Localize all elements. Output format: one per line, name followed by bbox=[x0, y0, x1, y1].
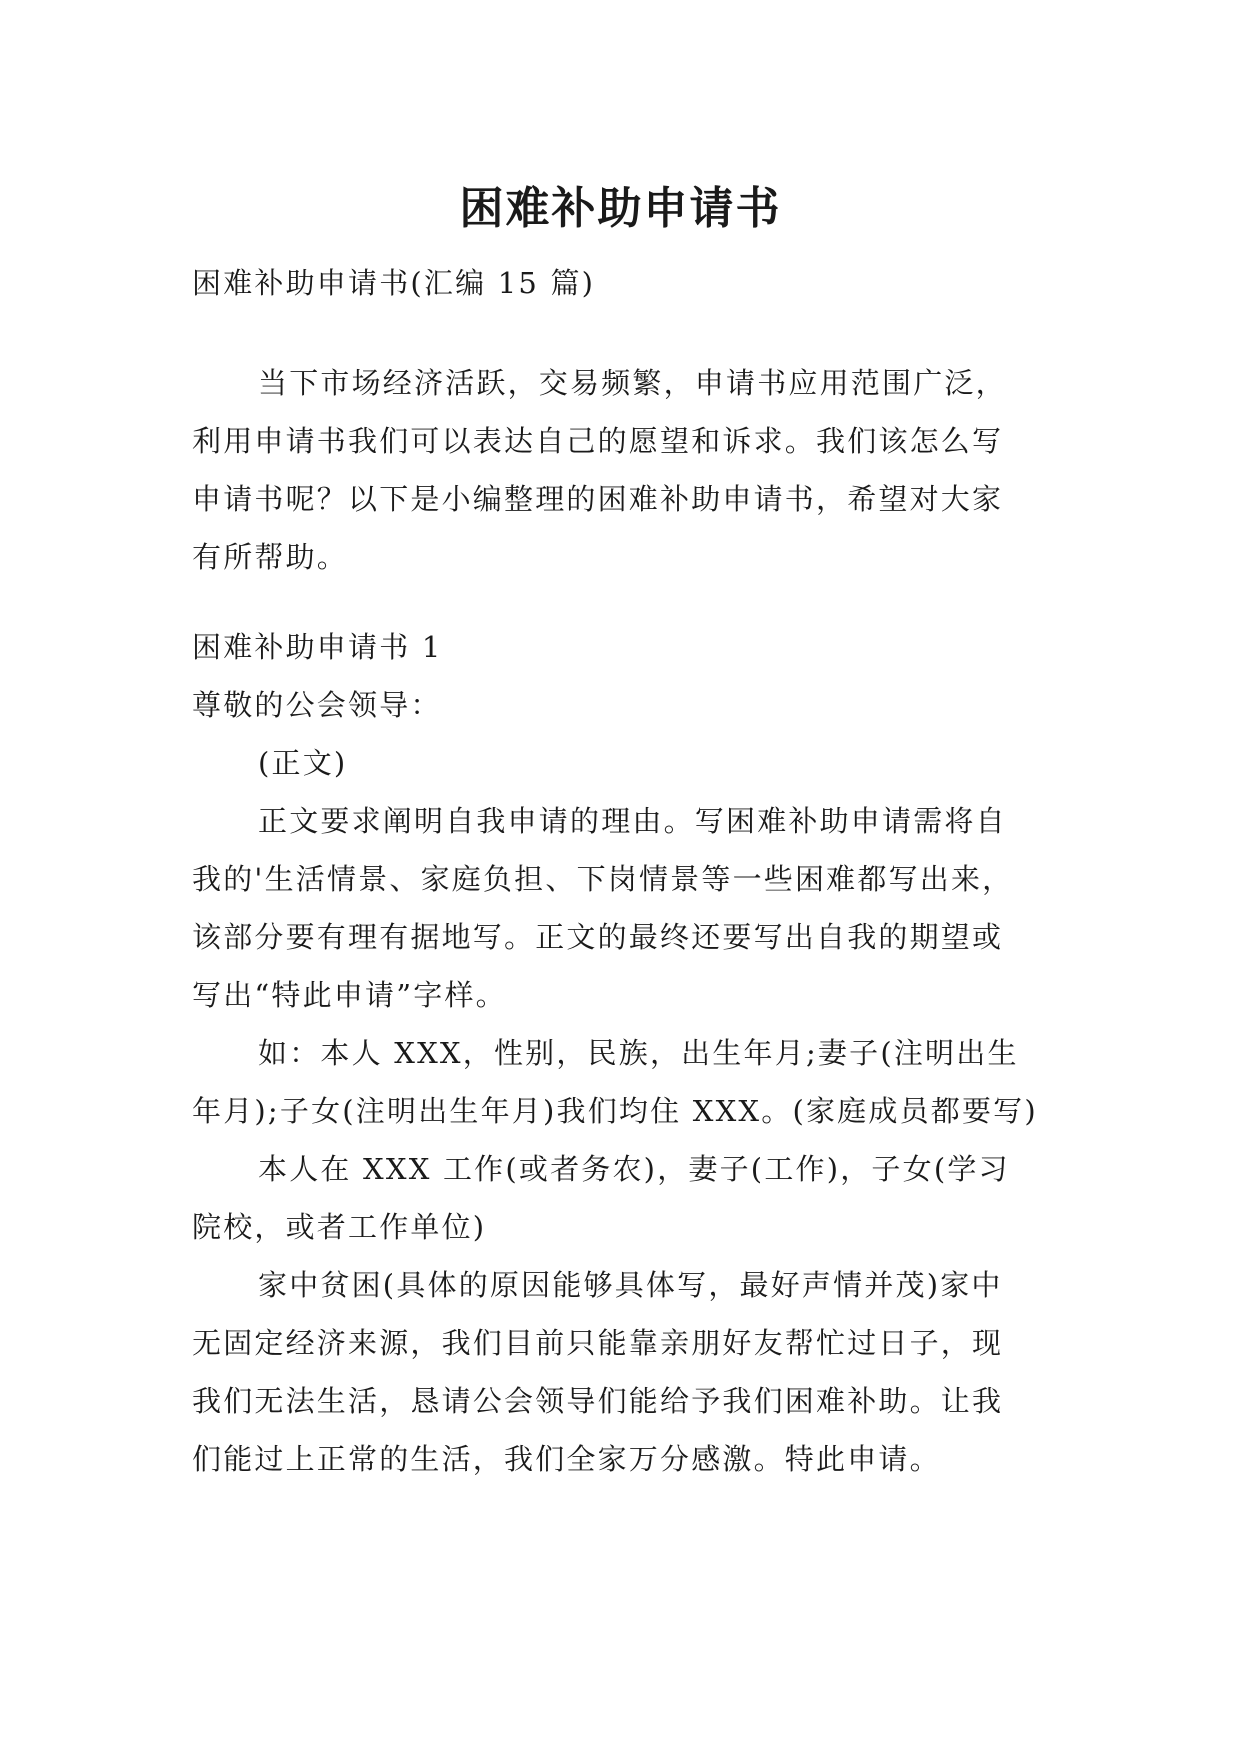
document-subtitle bbox=[192, 254, 1062, 312]
body-line: 我们无法生活，恳请公会领导们能给予我们困难补助。让我 bbox=[192, 1384, 1004, 1418]
intro-line: 有所帮助。 bbox=[192, 540, 349, 574]
body-line: 如：本人 XXX，性别，民族，出生年月;妻子(注明出生 bbox=[258, 1036, 1019, 1070]
section-heading: 困难补助申请书 1 bbox=[192, 630, 443, 664]
body-line: 我的'生活情景、家庭负担、下岗情景等一些困难都写出来， bbox=[192, 862, 1014, 896]
body-line: 们能过上正常的生活，我们全家万分感激。特此申请。 bbox=[192, 1442, 941, 1476]
body-line: (正文) bbox=[258, 746, 348, 780]
body-line: 年月);子女(注明出生年月)我们均住 XXX。(家庭成员都要写) bbox=[192, 1094, 1038, 1128]
body-line: 写出“特此申请”字样。 bbox=[192, 978, 507, 1012]
body-line: 该部分要有理有据地写。正文的最终还要写出自我的期望或 bbox=[192, 920, 1004, 954]
intro-line: 申请书呢？以下是小编整理的困难补助申请书，希望对大家 bbox=[192, 482, 1004, 516]
intro-line: 当下市场经济活跃，交易频繁，申请书应用范围广泛， bbox=[258, 366, 1007, 400]
intro-paragraph bbox=[192, 354, 1062, 586]
body-line: 无固定经济来源，我们目前只能靠亲朋好友帮忙过日子，现 bbox=[192, 1326, 1004, 1360]
document-title: 困难补助申请书 bbox=[459, 183, 782, 235]
body-line: 家中贫困(具体的原因能够具体写，最好声情并茂)家中 bbox=[258, 1268, 1003, 1302]
salutation: 尊敬的公会领导： bbox=[192, 688, 442, 722]
body-line: 院校，或者工作单位) bbox=[192, 1210, 487, 1244]
body-line: 正文要求阐明自我申请的理由。写困难补助申请需将自 bbox=[258, 804, 1007, 838]
subtitle-line: 困难补助申请书(汇编 15 篇) bbox=[192, 266, 596, 300]
intro-line: 利用申请书我们可以表达自己的愿望和诉求。我们该怎么写 bbox=[192, 424, 1004, 458]
body-line: 本人在 XXX 工作(或者务农)，妻子(工作)，子女(学习 bbox=[258, 1152, 1010, 1186]
letter-section bbox=[192, 618, 1062, 1488]
